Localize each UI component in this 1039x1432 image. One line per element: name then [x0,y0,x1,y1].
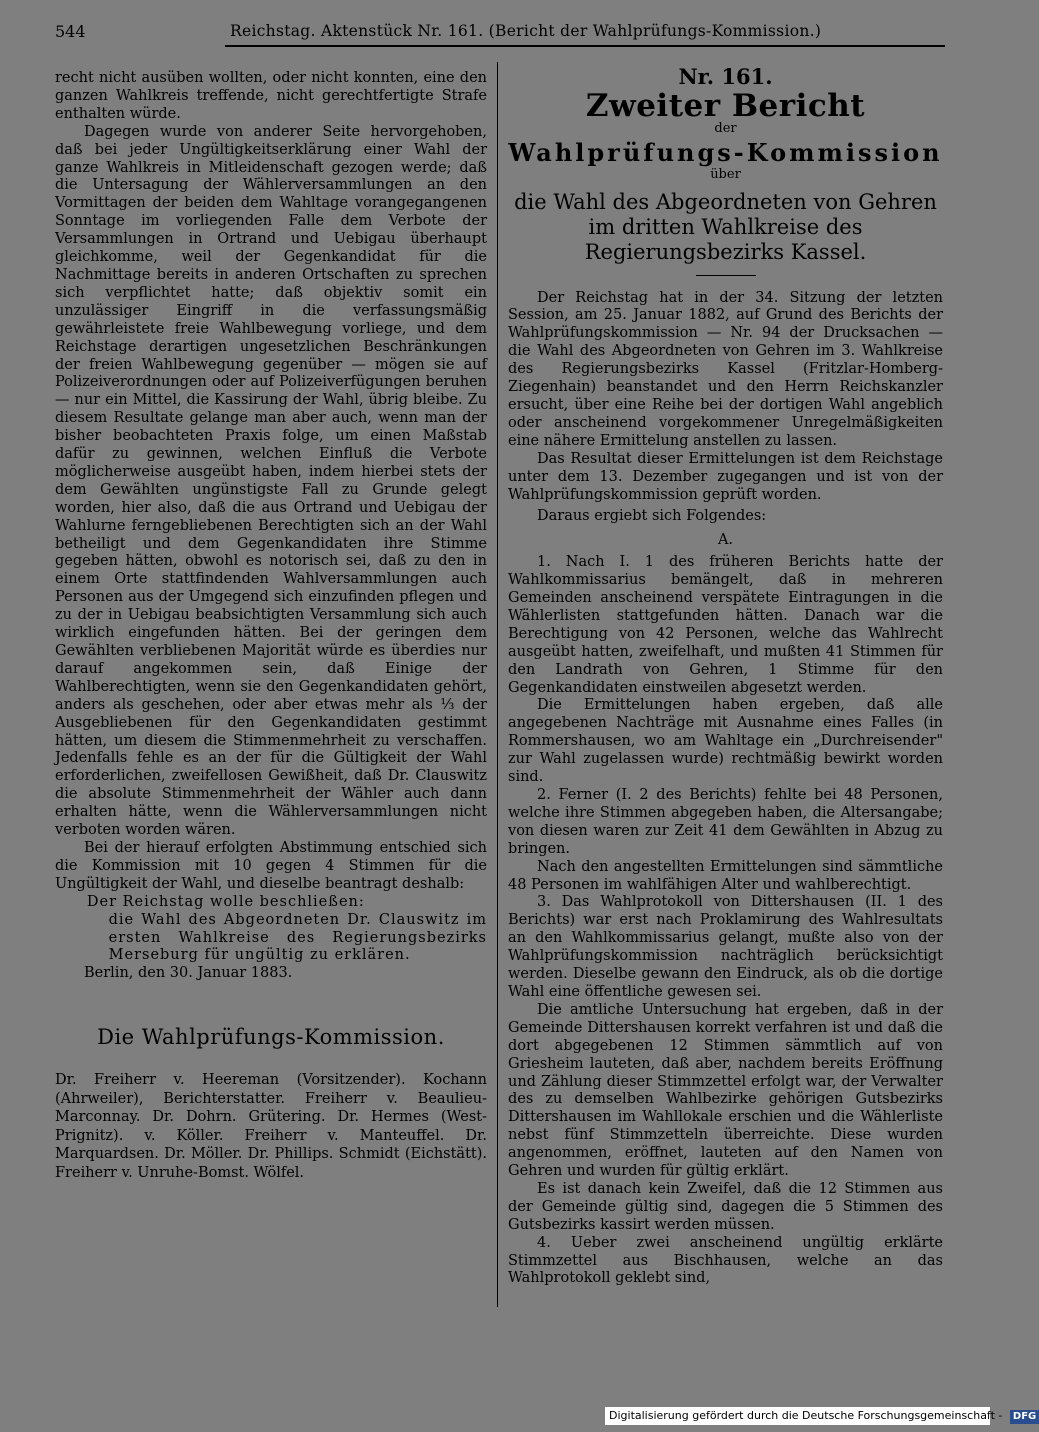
paragraph: Bei der hierauf erfolgten Abstimmung entschied sich die Kommission mit 10 gegen 4 Stimmen für die Ungültigkeit der Wahl, und dieselbe beantragt deshalb: [55,839,487,892]
paragraph: Dagegen wurde von anderer Seite hervorgehoben, daß bei jeder Ungültigkeitserklärung einer Wahl der ganze Wahlkreis in Mitleidenschaft gezogen werde; daß die Untersagung der Wählerversammlungen an den Vormittagen der beiden dem Wahltage vorangegangenen Sonntage im vorliegenden Falle dem Verbote der Versammlungen in Ortrand und Uebigau überhaupt gleichkomme, weil der Gegenkandidat für die Nachmittage bereits in anderen Ortschaften zu sprechen sich verpflichtet hatte; daß objektiv somit ein unzulässiger Eingriff in die verfassungsmäßig gewährleistete freie Wahlbewegung vorliege, und dem Reichstage derartigen ungesetzlichen Beschränkungen der freien Wahlbewegung gegenüber — mögen sie auf Polizeiverordnungen oder auf Polizeiverfügungen beruhen — nur ein Mittel, die Kassirung der Wahl, übrig bleibe. Zu diesem Resultate gelange man aber auch, wenn man der bisher beobachteten Praxis folge, um einen Maßstab dafür zu gewinnen, welchen Einfluß die Verbote möglicherweise ausgeübt haben, indem hierbei stets der dem Gewählten ungünstigste Fall zu Grunde gelegt worden, hier also, daß die aus Ortrand und Uebigau der Wahlurne ferngebliebenen Berechtigten sich an der Wahl betheiligt und dem Gegenkandidaten ihre Stimme gegeben hätten, obwohl es notorisch sei, daß zu den in einem Orte stattfindenden Wahlversammlungen auch Personen aus der Umgegend sich einzufinden pflegen und zu der in Uebigau beabsichtigten Versammlung sich auch wirklich eingefunden hätten. Bei der geringen dem Gewählten verbliebenen Majorität würde es überdies nur darauf angekommen sein, daß Einige der Wahlberechtigten, wenn sie den Gegenkandidaten gehört, anders als geschehen, oder aber etwas mehr als ⅓ der Ausgebliebenen für den Gegenkandidaten gestimmt hätten, um diesem die Stimmenmehrheit zu verschaffen. Jedenfalls fehle es an der für die Gültigkeit der Wahl erforderlichen, zweifellosen Gewißheit, daß Dr. Clauswitz die absolute Stimmenmehrheit der Wähler auch dann erhalten hätte, wenn die Wählerversammlungen nicht verboten worden wären. [55,123,487,839]
title-separator [696,275,756,276]
right-column [508,64,943,1288]
paragraph: Das Resultat dieser Ermittelungen ist dem Reichstage unter dem 13. Dezember zugegangen und ist von der Wahlprüfungskommission geprüft worden. [508,450,943,503]
report-subject: die Wahl des Abgeordneten von Gehren im dritten Wahlkreise des Regierungsbezirks Kassel. [514,189,937,264]
dfg-logo: DFG [1010,1410,1039,1424]
paragraph: 3. Das Wahlprotokoll von Dittershausen (II. 1 des Berichts) war erst nach Proklamirung des Wahlresultats an den Wahlkommissarius gelangt, mußte also von der Wahlprüfungskommission nachträglich berücksichtigt werden. Dieselbe gewann den Eindruck, als ob die dortige Wahl eine öffentliche gewesen sei. [508,894,943,1000]
commission-heading: Wahlprüfungs-Kommission [508,137,943,167]
document-number: Nr. 161. [678,64,773,89]
running-title: Reichstag. Aktenstück Nr. 161. (Bericht der Wahlprüfungs-Kommission.) [230,22,822,40]
title-ueber: über [710,166,741,182]
motion-intro: Der Reichstag wolle beschließen: [86,893,365,910]
paragraph: Die Ermittelungen haben ergeben, daß alle angegebenen Nachträge mit Ausnahme eines Falles (in Rommershausen, wo am Wahltage ein „Durchreisender" zur Wahl zugelassen wurde) rechtmäßig bewirkt worden sind. [508,697,943,786]
members-list: Dr. Freiherr v. Heereman (Vorsitzender). Kochann (Ahrweiler), Berichterstatter. Freiherr v. Beaulieu-Marconnay. Dr. Dohrn. Grütering. Dr. Hermes (West-Prignitz). v. Köller. Freiherr v. Manteuffel. Dr. Marquardsen. Dr. Möller. Dr. Phillips. Schmidt (Eichstätt). Freiherr v. Unruhe-Bomst. Wölfel. [55,1072,487,1181]
paragraph: 2. Ferner (I. 2 des Berichts) fehlte bei 48 Personen, welche ihre Stimmen abgegeben haben, die Altersangabe; von diesen waren zur Zeit 41 dem Gewählten in Abzug zu bringen. [508,787,943,857]
paragraph: 1. Nach I. 1 des früheren Berichts hatte der Wahlkommissarius bemängelt, daß in mehreren Gemeinden anscheinend verspätete Eintragungen in die Wählerlisten stattgefunden hätten. Danach war die Berechtigung von 42 Personen, welche das Wahlrecht ausgeübt hatten, zweifelhaft, und mußten 41 Stimmen für den Landrath von Gehren, 1 Stimme für den Gegenkandidaten einstweilen abgesetzt werden. [508,554,943,696]
page-header [55,18,945,46]
title-der: der [714,120,737,136]
motion [87,894,487,966]
column-divider [497,62,498,1307]
commission-title: Die Wahlprüfungs-Kommission. [97,1025,445,1050]
paragraph: 4. Ueber zwei anscheinend ungültig erklärte Stimmzettel aus Bischhausen, welche an das Wahlprotokoll geklebt sind, [508,1234,943,1287]
date-line: Berlin, den 30. Januar 1883. [84,965,293,982]
motion-body: die Wahl des Abgeordneten Dr. Clauswitz im ersten Wahlkreise des Regierungsbezirks Merseburg für ungültig zu erklären. [108,911,487,964]
report-title: Zweiter Bericht [585,87,866,124]
page-number: 544 [55,22,86,41]
paragraph: Nach den angestellten Ermittelungen sind sämmtliche 48 Personen im wahlfähigen Alter und wahlberechtigt. [508,858,943,893]
digitization-footer [605,1407,1037,1425]
paragraph: Die amtliche Untersuchung hat ergeben, daß in der Gemeinde Dittershausen korrekt verfahren ist und daß die dort abgegebenen 12 Stimmen sämmtlich auf von Griesheim lauteten, daß aber, nachdem bereits Eröffnung und Zählung dieser Stimmzettel erfolgt war, der Verwalter des zu demselben Wahlbezirke gehörigen Gutsbezirks Dittershausen im Wahllokale erschien und die Wählerliste nebst fünf Stimmzetteln überreichte. Diese wurden angenommen, eröffnet, lauteten auf den Namen von Gehren und wurden für gültig erklärt. [508,1001,943,1180]
paragraph: Daraus ergiebt sich Folgendes: [537,508,767,525]
footer-text: Digitalisierung gefördert durch die Deutsche Forschungsgemeinschaft - [609,1409,1003,1422]
left-column [55,70,487,1182]
header-rule [225,45,945,47]
section-heading: A. [717,532,734,549]
paragraph: Es ist danach kein Zweifel, daß die 12 Stimmen aus der Gemeinde gültig sind, dagegen die 5 Stimmen des Gutsbezirks kassirt werden müssen. [508,1180,943,1233]
paragraph: Der Reichstag hat in der 34. Sitzung der letzten Session, am 25. Januar 1882, auf Grund des Berichts der Wahlprüfungskommission — Nr. 94 der Drucksachen — die Wahl des Abgeordneten von Gehren im 3. Wahlkreise des Regierungsbezirks Kassel (Fritzlar-Homberg-Ziegenhain) beanstandet und den Herrn Reichskanzler ersucht, über eine Reihe bei der dortigen Wahl angeblich oder anscheinend vorgekommener Unregelmäßigkeiten eine nähere Ermittelung anstellen zu lassen. [508,289,943,449]
paragraph: recht nicht ausüben wollten, oder nicht konnten, eine den ganzen Wahlkreis treffende, nicht gerechtfertigte Strafe enthalten würde. [55,70,487,122]
